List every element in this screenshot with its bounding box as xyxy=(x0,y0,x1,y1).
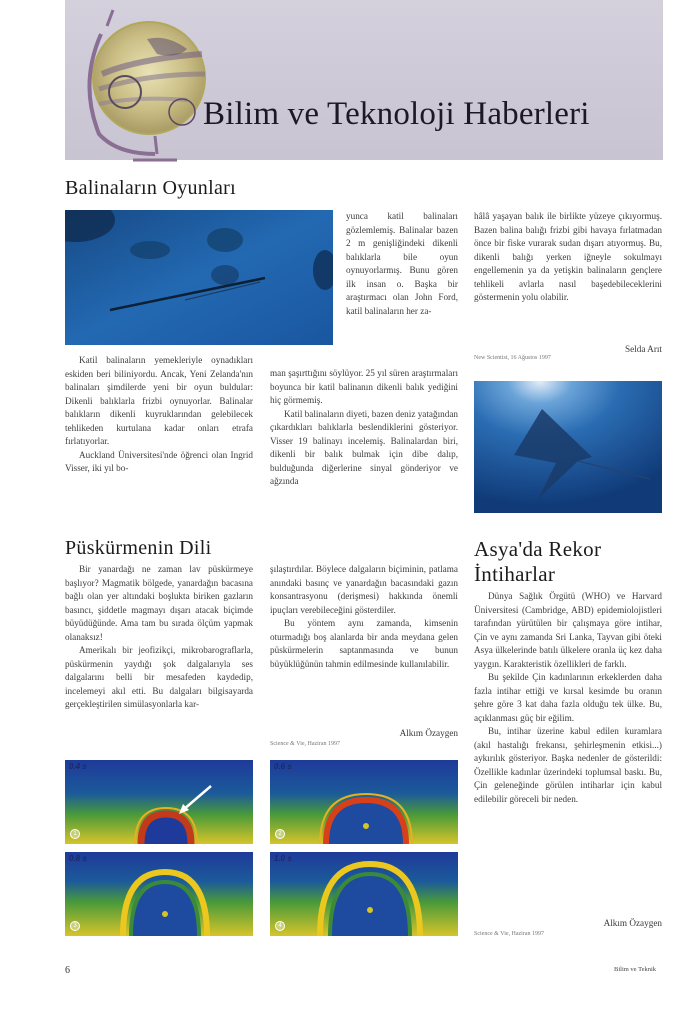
paragraph: Katil balinaların yemekleriyle oynadıkları eskiden beri biliniyordu. Ancak, Yeni Zelanda'nın balinaları şimdilerde yeni bir oyun buldular: Dikenli balıklarla frizbi oynuyorlar. Balinalar balıkların dikenli kuyruklarından gelebilecek tehlikeden kurtulana kadar onları etrafa fırlatıyorlar. xyxy=(65,355,253,446)
stingray-photo xyxy=(474,381,662,513)
eruption-column-2 xyxy=(270,563,458,671)
sim-time-label: 1.0 s xyxy=(274,854,292,863)
whales-author: Selda Arıt xyxy=(624,344,662,354)
paragraph: Auckland Üniversitesi'nde öğrenci olan Ingrid Visser, iki yıl bo- xyxy=(65,449,253,473)
killer-whale-photo xyxy=(65,210,333,345)
globe-illustration xyxy=(77,4,212,162)
whales-column-2-top xyxy=(346,210,458,318)
whales-column-1 xyxy=(65,354,253,476)
simulation-panel xyxy=(270,852,458,936)
paragraph: yunca katil balinaları gözlemlemiş. Balinalar bazen 2 m genişliğindeki dikenli balıklarla bile oyun oynuyorlarmış. Bunu gören ilk insan o. Başka bir araştırmacı olan John Ford, katil balinaların her za- xyxy=(346,211,458,316)
whales-column-2 xyxy=(270,367,458,489)
title-line: Asya'da Rekor xyxy=(474,537,602,561)
paragraph: Bu yöntem aynı zamanda, kimsenin oturmadığı boş alanlarda bir anda meydana gelen püskürmelerin saptanmasında ve bunun büyüklüğünün tahmin edilmesinde kullanılabilir. xyxy=(270,618,458,669)
eruption-column-1 xyxy=(65,563,253,712)
sim-time-label: 0.8 s xyxy=(69,854,87,863)
sim-index-badge: 4 xyxy=(275,921,285,931)
paragraph: Bir yanardağı ne zaman lav püskürmeye başlıyor? Magmatik bölgede, yanardağın bacasına bağlı olan yer altındaki boşlukta biriken gazların basıncı, şiddetle magmayı dışarı atacak biçimde büyüdüğünde. Ama tam bu sırada ölçüm yapmak olanaksız! xyxy=(65,564,253,642)
paragraph: şılaştırdılar. Böylece dalgaların biçiminin, patlama anındaki basınç ve yanardağın bacasındaki gazın konsantrasyonu (derişmesi) hakkında önemli ipuçları verebileceğini gösterdiler. xyxy=(270,564,458,615)
sim-time-label: 0.6 s xyxy=(274,762,292,771)
suicides-source: Science & Vie, Haziran 1997 xyxy=(474,931,545,937)
paragraph: Bu, intihar üzerine kabul edilen kuramlara (akıl hastalığı frekansı, şehirleşmenin etkisi...) aykırılık gösteriyor. Başka nedenler de gösterildi: Özellikle kadınlar üzerindeki toplumsal baskı. Bu, Çin geleneğinde görülen intiharlar için kabul edilebilir göreceli bir neden. xyxy=(474,726,662,804)
paragraph: Bu şekilde Çin kadınlarının erkeklerden daha fazla intihar ettiği ve kırsal kesimde bu oranın şehre göre 3 kat daha fazla olduğu tek ülke. Bu, açıklanması güç bir eğilim. xyxy=(474,672,662,723)
simulation-panel xyxy=(270,760,458,844)
sim-index-badge: 1 xyxy=(70,829,80,839)
suicides-column xyxy=(474,590,662,806)
article-title-suicides xyxy=(474,537,601,587)
simulation-panel xyxy=(65,760,253,844)
suicides-author: Alkım Özaygen xyxy=(603,918,662,928)
eruption-author: Alkım Özaygen xyxy=(399,728,458,738)
whales-column-3 xyxy=(474,210,662,305)
sim-index-badge: 2 xyxy=(275,829,285,839)
simulation-panel xyxy=(65,852,253,936)
paragraph: hâlâ yaşayan balık ile birlikte yüzeye çıkıyormuş. Bazen balina balığı frizbi gibi havaya fırlatmadan önce bir fiske vurarak sudan dışarı atıyormuş. Bu, dikenli balığı yerken iğneyle sokulmayı engellemenin ya da yetişkin balinaların gençlere tehlikeli avlarla nasıl başedebileceklerini göstermenin yolu olabilir. xyxy=(474,211,662,302)
page-header-title: Bilim ve Teknoloji Haberleri xyxy=(203,96,590,132)
article-title-whales: Balinaların Oyunları xyxy=(65,177,236,199)
eruption-source: Science & Vie, Haziran 1997 xyxy=(270,741,341,747)
paragraph: Dünya Sağlık Örgütü (WHO) ve Harvard Üniversitesi (Cambridge, ABD) epidemiolojistleri tarafından yürütülen bir çalışmaya göre intihar, Çin ve aynı zamanda Sri Lanka, Tayvan gibi öteki Asya ülkelerinde batılı ülkelere oranla üç kez daha yaygın. Karakteristik özellikleri de farklı. xyxy=(474,591,662,669)
whales-source: New Scientist, 16 Ağustos 1997 xyxy=(474,355,551,361)
paragraph: Katil balinaların diyeti, bazen deniz yatağından çıkardıkları balıklarla beslendiklerini gösteriyor. Visser 19 balinayı incelemiş. Balinalardan biri, dikenli bir balık bulmak için dibe dalıp, bulduğunda diğerlerine sinyal gönderiyor ve ağzında xyxy=(270,408,458,486)
paragraph: Amerikalı bir jeofizikçi, mikrobarograflarla, püskürmenin yaydığı şok dalgalarıyla ses dalgalarını belli bir mesafeden kaydedip, incelemeyi akıl etti. Bu dalgaları bilgisayarda gerçekleştirilen simülasyonlarla kar- xyxy=(65,645,253,709)
header-banner xyxy=(65,0,663,160)
article-title-eruption: Püskürmenin Dili xyxy=(65,537,212,559)
sim-index-badge: 3 xyxy=(70,921,80,931)
paragraph: man şaşırttığını söylüyor. 25 yıl süren araştırmaları boyunca bir katil balinanın dikenli balık yediğini hiç görmemiş. xyxy=(270,368,458,405)
magazine-name: Bilim ve Teknik xyxy=(614,966,657,973)
page-number: 6 xyxy=(65,965,70,976)
title-line: İntiharlar xyxy=(474,562,556,586)
sim-time-label: 0.4 s xyxy=(69,762,87,771)
